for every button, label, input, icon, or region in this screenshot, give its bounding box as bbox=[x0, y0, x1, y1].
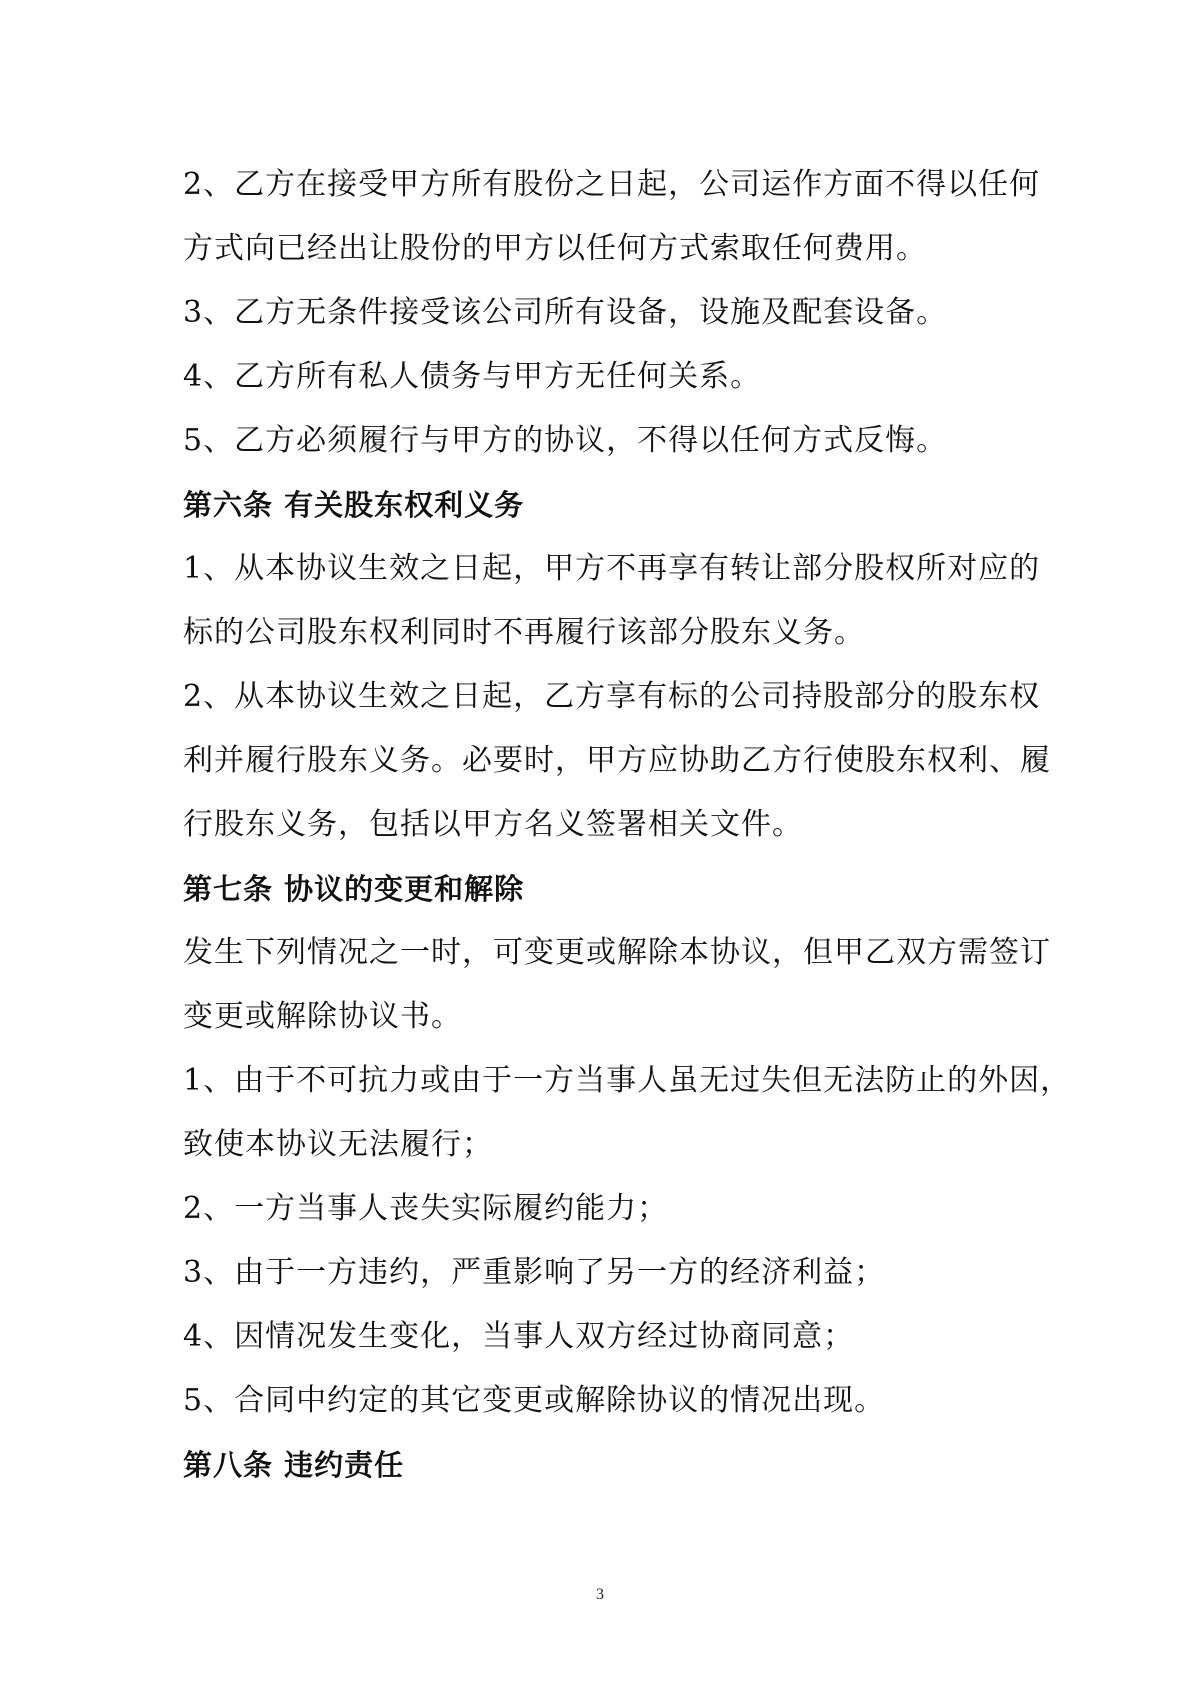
text-line: 致使本协议无法履行； bbox=[183, 1127, 493, 1162]
text-line: 发生下列情况之一时，可变更或解除本协议，但甲乙双方需签订 bbox=[183, 935, 1051, 970]
text-line: 5、合同中约定的其它变更或解除协议的情况出现。 bbox=[183, 1383, 886, 1418]
section-heading-article-6: 第六条 有关股东权利义务 bbox=[183, 488, 525, 522]
section-heading-article-8: 第八条 违约责任 bbox=[183, 1448, 405, 1482]
document-body bbox=[183, 153, 1072, 1497]
text-line: 3、由于一方违约，严重影响了另一方的经济利益； bbox=[183, 1255, 886, 1290]
text-line: 变更或解除协议书。 bbox=[183, 999, 462, 1034]
text-line: 5、乙方必须履行与甲方的协议，不得以任何方式反悔。 bbox=[183, 423, 948, 458]
text-line: 行股东义务，包括以甲方名义签署相关文件。 bbox=[183, 807, 803, 842]
text-line: 2、乙方在接受甲方所有股份之日起，公司运作方面不得以任何 bbox=[183, 167, 1041, 202]
text-line: 利并履行股东义务。必要时，甲方应协助乙方行使股东权利、履 bbox=[183, 743, 1051, 778]
text-line: 标的公司股东权利同时不再履行该部分股东义务。 bbox=[183, 615, 865, 650]
page-number: 3 bbox=[596, 1586, 604, 1603]
text-line: 4、乙方所有私人债务与甲方无任何关系。 bbox=[183, 359, 762, 394]
text-line: 3、乙方无条件接受该公司所有设备，设施及配套设备。 bbox=[183, 295, 948, 330]
text-line: 4、因情况发生变化，当事人双方经过协商同意； bbox=[183, 1319, 855, 1354]
section-heading-article-7: 第七条 协议的变更和解除 bbox=[183, 872, 525, 906]
text-line: 2、从本协议生效之日起，乙方享有标的公司持股部分的股东权 bbox=[183, 679, 1041, 714]
text-line: 1、从本协议生效之日起，甲方不再享有转让部分股权所对应的 bbox=[183, 551, 1041, 586]
text-line: 2、一方当事人丧失实际履约能力； bbox=[183, 1191, 669, 1226]
text-line: 1、由于不可抗力或由于一方当事人虽无过失但无法防止的外因， bbox=[183, 1063, 1072, 1098]
text-line: 方式向已经出让股份的甲方以任何方式索取任何费用。 bbox=[183, 231, 927, 266]
